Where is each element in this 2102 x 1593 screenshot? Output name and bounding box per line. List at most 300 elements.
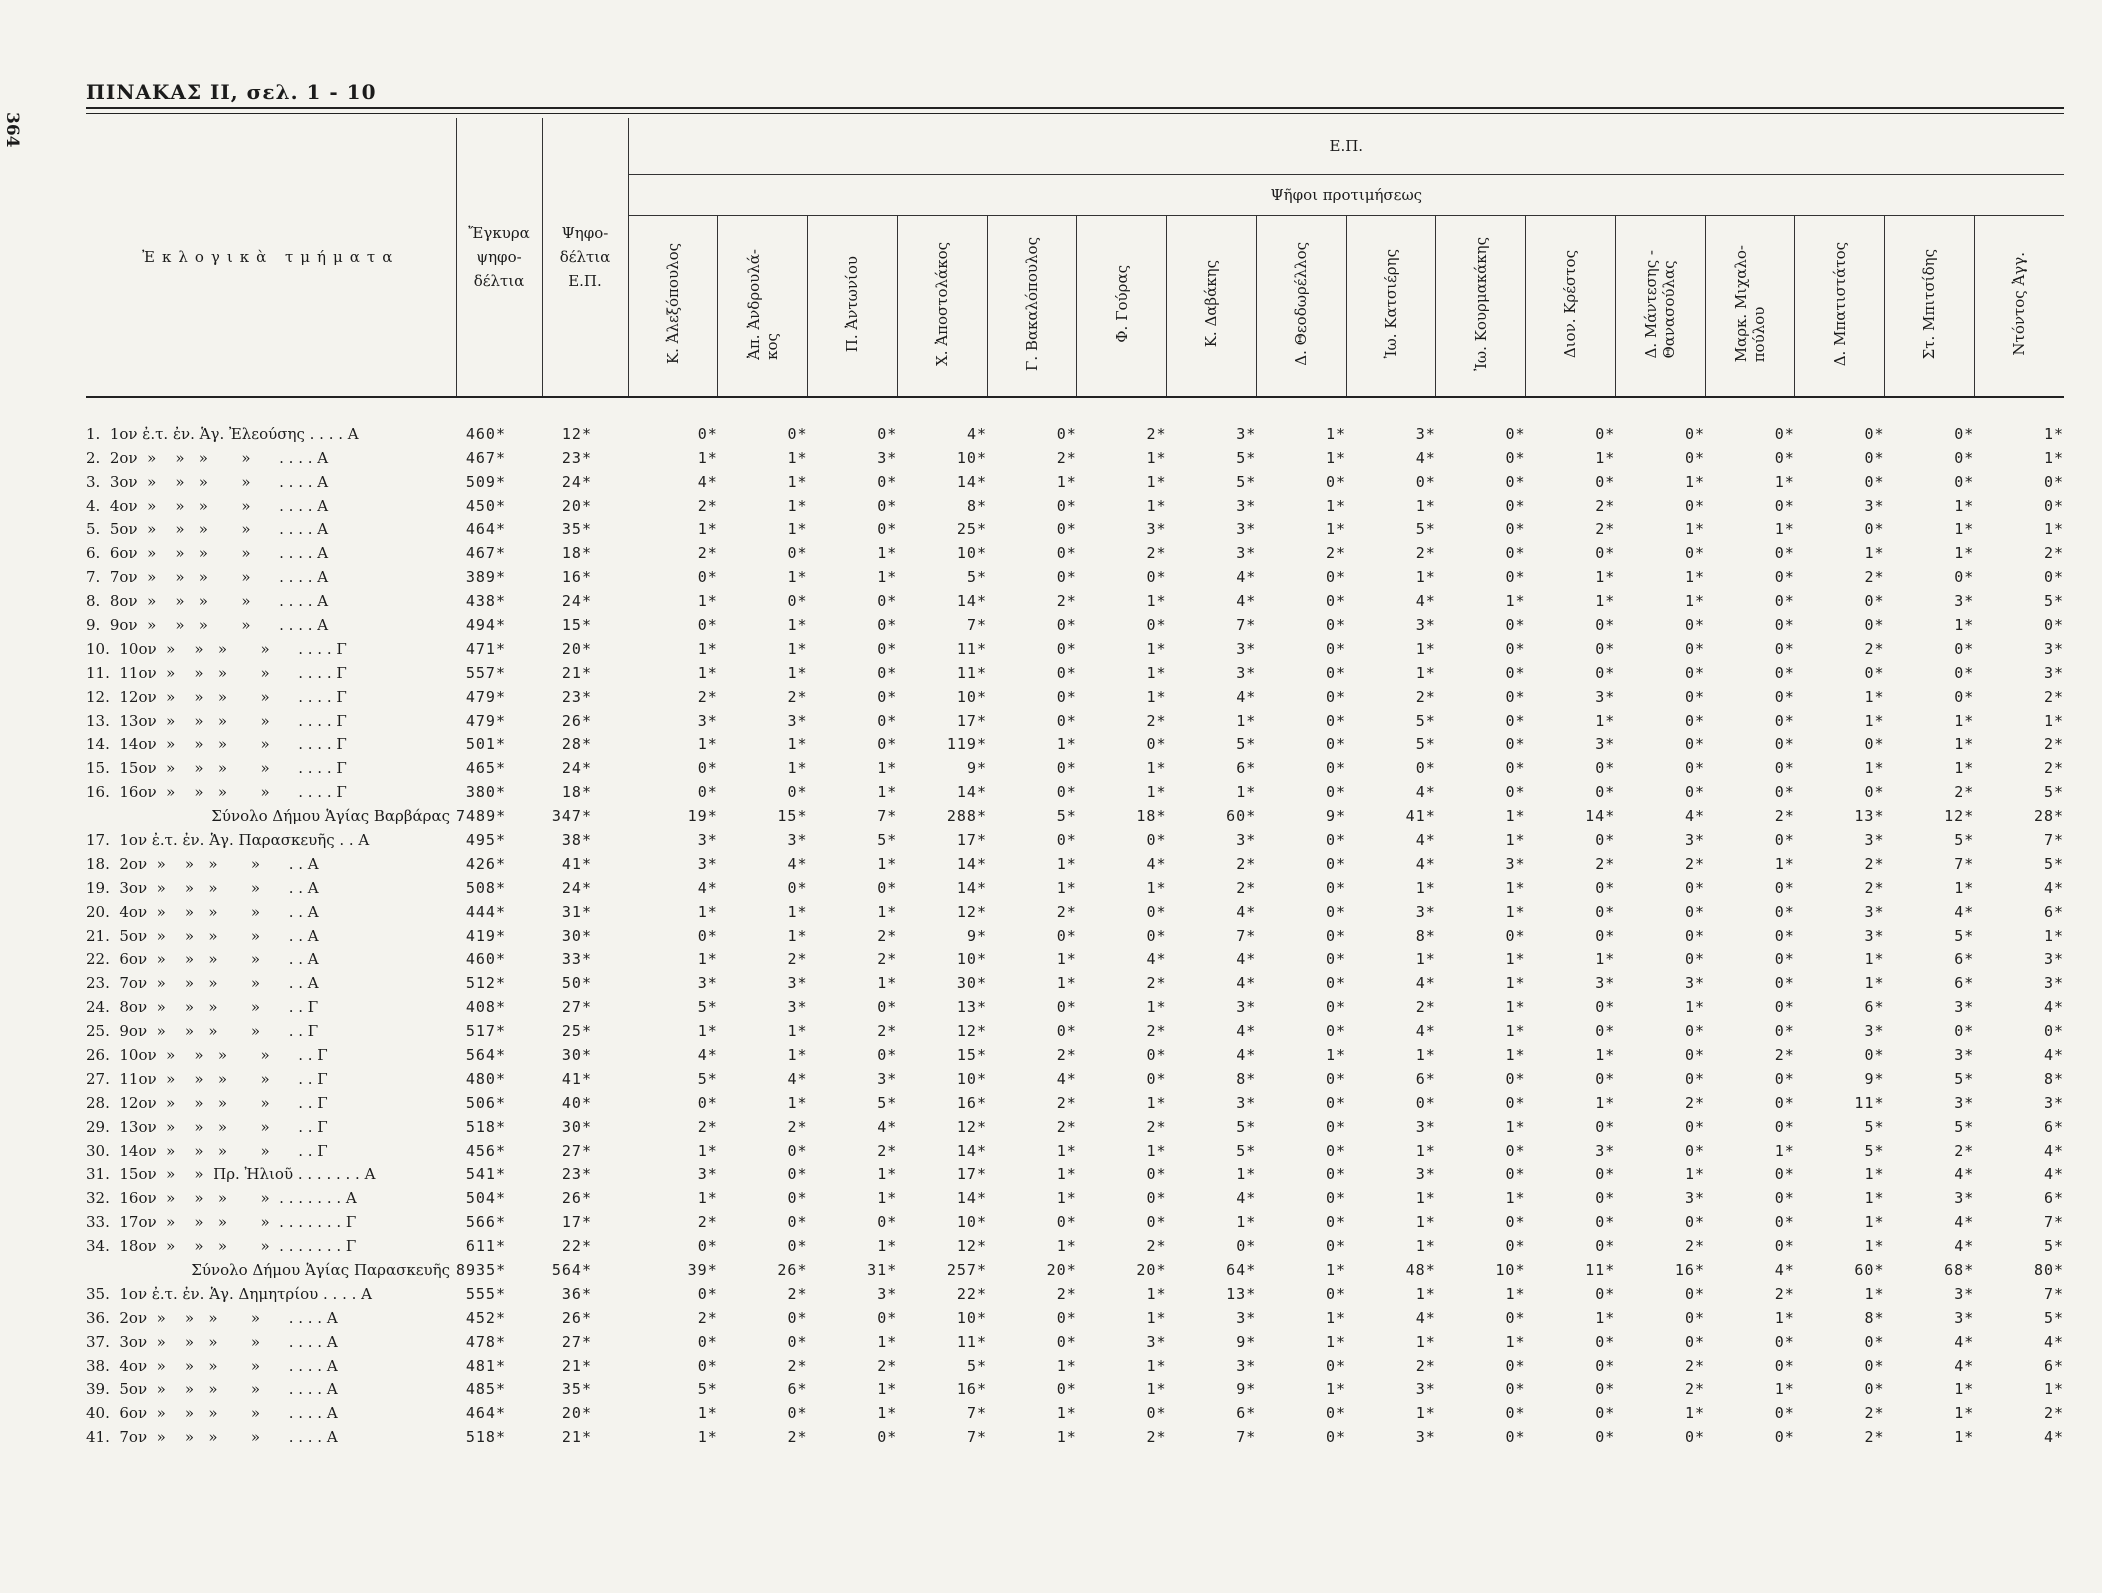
valid-ballots-cell: 495* <box>465 830 506 849</box>
preference-cell: 12* <box>956 1117 987 1136</box>
preference-cell: 3* <box>877 1284 898 1303</box>
preference-cell: 4* <box>1954 1356 1975 1375</box>
valid-ballots-cell: 557* <box>465 663 506 682</box>
preference-cell: 4* <box>1415 448 1436 467</box>
party-ballots-cell: 20* <box>561 496 592 515</box>
preference-cell: 1* <box>787 735 808 754</box>
preference-cell: 4* <box>1056 1069 1077 1088</box>
top-rule <box>86 107 2064 109</box>
preference-cell: 2* <box>1595 496 1616 515</box>
preference-cell: 16* <box>956 1380 987 1399</box>
preference-cell: 0* <box>1505 1093 1526 1112</box>
candidate-header: Δ. Μάντεσης - Θανασούλας <box>1615 216 1705 398</box>
header-separator <box>86 397 2064 422</box>
preference-cell: 4* <box>787 854 808 873</box>
preference-cell: 0* <box>1325 1117 1346 1136</box>
preference-cell: 0* <box>697 615 718 634</box>
preference-cell: 0* <box>1056 663 1077 682</box>
preference-cell: 1* <box>1505 950 1526 969</box>
preference-cell: 64* <box>1226 1261 1257 1279</box>
section-label: 39. 5ον » » » » . . . . Α <box>86 1380 338 1399</box>
preference-cell: 6* <box>1236 1404 1257 1423</box>
preference-cell: 0* <box>1056 496 1077 515</box>
preference-cell: 3* <box>1684 830 1705 849</box>
preference-cell: 1* <box>1595 448 1616 467</box>
preference-cell: 0* <box>1684 1284 1705 1303</box>
preference-cell: 30* <box>956 974 987 993</box>
preference-cell: 1* <box>1505 592 1526 611</box>
preference-cell: 4* <box>1684 807 1705 826</box>
preference-cell: 2* <box>697 1308 718 1327</box>
preference-cell: 0* <box>1325 1284 1346 1303</box>
section-label: 9. 9ον » » » » . . . . Α <box>86 615 329 634</box>
preference-cell: 0* <box>1774 926 1795 945</box>
valid-ballots-cell: 485* <box>465 1380 506 1399</box>
preference-cell: 0* <box>2044 568 2065 587</box>
preference-cell: 1* <box>697 1141 718 1160</box>
preference-cell: 12* <box>956 1022 987 1041</box>
preference-cell: 11* <box>956 639 987 658</box>
preference-cell: 5* <box>1236 472 1257 491</box>
preference-cell: 0* <box>1595 759 1616 778</box>
preference-cell: 2* <box>787 1428 808 1447</box>
candidate-header: Στ. Μπιτσίδης <box>1885 216 1975 398</box>
preference-cell: 0* <box>1146 1165 1167 1184</box>
valid-ballots-cell: 450* <box>465 496 506 515</box>
preference-cell: 0* <box>1325 902 1346 921</box>
preference-cell: 1* <box>1595 568 1616 587</box>
preference-cell: 0* <box>1595 878 1616 897</box>
preference-cell: 0* <box>1774 1428 1795 1447</box>
preference-cell: 1* <box>1864 687 1885 706</box>
preference-cell: 2* <box>1595 520 1616 539</box>
preference-cell: 0* <box>1774 1117 1795 1136</box>
preference-cell: 0* <box>1774 711 1795 730</box>
section-label: 24. 8ον » » » » . . Γ <box>86 998 319 1017</box>
table-row <box>86 517 2064 541</box>
preference-cell: 1* <box>1146 448 1167 467</box>
preference-cell: 2* <box>1774 1045 1795 1064</box>
party-ballots-cell: 31* <box>561 902 592 921</box>
page-title: ΠΙΝΑΚΑΣ ΙΙ, σελ. 1 - 10 <box>86 80 377 104</box>
preference-cell: 0* <box>1954 1022 1975 1041</box>
preference-cell: 3* <box>1684 1189 1705 1208</box>
preference-cell: 2* <box>1146 1428 1167 1447</box>
preference-cell: 7* <box>966 1428 987 1447</box>
preference-cell: 2* <box>1146 711 1167 730</box>
valid-ballots-cell: 478* <box>465 1332 506 1351</box>
preference-cell: 14* <box>956 1141 987 1160</box>
preference-cell: 2* <box>1056 448 1077 467</box>
table-row <box>86 828 2064 852</box>
preference-cell: 0* <box>877 878 898 897</box>
preference-cell: 0* <box>1505 615 1526 634</box>
party-ballots-cell: 30* <box>561 1117 592 1136</box>
party-ballots-cell: 23* <box>561 448 592 467</box>
valid-ballots-cell: 512* <box>465 974 506 993</box>
preference-cell: 1* <box>1595 1308 1616 1327</box>
preference-cell: 0* <box>1864 663 1885 682</box>
table-row <box>86 924 2064 948</box>
preference-cell: 0* <box>1684 448 1705 467</box>
preference-cell: 1* <box>1325 496 1346 515</box>
preference-cell: 1* <box>1415 1284 1436 1303</box>
preference-cell: 2* <box>1864 878 1885 897</box>
preference-cell: 0* <box>1325 1022 1346 1041</box>
preference-cell: 2* <box>1954 783 1975 802</box>
preference-cell: 0* <box>1684 639 1705 658</box>
preference-cell: 1* <box>1954 1404 1975 1423</box>
preference-cell: 5* <box>2044 854 2065 873</box>
preference-cell: 6* <box>1954 950 1975 969</box>
preference-cell: 3* <box>697 854 718 873</box>
preference-cell: 1* <box>1056 1237 1077 1256</box>
preference-cell: 1* <box>1415 1045 1436 1064</box>
preference-cell: 1* <box>1684 998 1705 1017</box>
preference-cell: 6* <box>2044 1356 2065 1375</box>
preference-cell: 0* <box>1056 1213 1077 1232</box>
preference-cell: 0* <box>1056 1308 1077 1327</box>
preference-cell: 3* <box>1236 639 1257 658</box>
party-ballots-cell: 38* <box>561 830 592 849</box>
party-ballots-cell: 18* <box>561 544 592 563</box>
preference-cell: 0* <box>1505 1141 1526 1160</box>
preference-cell: 0* <box>1684 496 1705 515</box>
preference-cell: 0* <box>1056 1380 1077 1399</box>
table-row <box>86 1186 2064 1210</box>
preference-cell: 1* <box>1595 592 1616 611</box>
section-label: 25. 9ον » » » » . . Γ <box>86 1022 319 1041</box>
preference-cell: 0* <box>1954 639 1975 658</box>
party-ballots-cell: 16* <box>561 568 592 587</box>
preference-cell: 4* <box>1236 1022 1257 1041</box>
preference-cell: 20* <box>1136 1261 1167 1279</box>
party-ballots-cell: 23* <box>561 687 592 706</box>
preference-cell: 11* <box>956 1332 987 1351</box>
preference-cell: 1* <box>1146 1093 1167 1112</box>
preference-cell: 0* <box>1325 687 1346 706</box>
table-row <box>86 1091 2064 1115</box>
preference-cell: 0* <box>1146 830 1167 849</box>
valid-ballots-cell: 480* <box>465 1069 506 1088</box>
preference-cell: 3* <box>1236 520 1257 539</box>
preference-cell: 1* <box>1056 1356 1077 1375</box>
preference-cell: 2* <box>1684 854 1705 873</box>
preference-cell: 1* <box>877 854 898 873</box>
preference-cell: 0* <box>1325 1093 1346 1112</box>
preference-cell: 25* <box>956 520 987 539</box>
preference-cell: 1* <box>1325 448 1346 467</box>
preference-cell: 2* <box>1056 902 1077 921</box>
preference-cell: 0* <box>1684 759 1705 778</box>
preference-cell: 0* <box>1505 1356 1526 1375</box>
preference-cell: 6* <box>1864 998 1885 1017</box>
preference-cell: 0* <box>1774 639 1795 658</box>
preference-cell: 1* <box>697 520 718 539</box>
preference-cell: 1* <box>1505 902 1526 921</box>
table-row <box>86 1019 2064 1043</box>
preference-cell: 1* <box>1415 878 1436 897</box>
party-ballots-cell: 20* <box>561 639 592 658</box>
preference-cell: 0* <box>1325 1213 1346 1232</box>
preference-cell: 10* <box>956 1308 987 1327</box>
preference-cell: 3* <box>787 830 808 849</box>
preference-cell: 4* <box>1146 950 1167 969</box>
preference-cell: 0* <box>787 592 808 611</box>
party-ballots-cell: 41* <box>561 1069 592 1088</box>
preference-cell: 1* <box>1684 1404 1705 1423</box>
valid-ballots-cell: 7489* <box>456 807 507 826</box>
preference-cell: 1* <box>877 783 898 802</box>
preference-cell: 0* <box>787 1404 808 1423</box>
valid-ballots-cell: 444* <box>465 902 506 921</box>
preference-cell: 8* <box>1236 1069 1257 1088</box>
preference-cell: 2* <box>1325 544 1346 563</box>
preference-cell: 1* <box>1684 1165 1705 1184</box>
preference-cell: 1* <box>1684 520 1705 539</box>
preference-cell: 4* <box>1954 902 1975 921</box>
section-label: 28. 12ον » » » » . . Γ <box>86 1093 328 1112</box>
preference-cell: 6* <box>1954 974 1975 993</box>
preference-cell: 1* <box>1684 592 1705 611</box>
preference-cell: 3* <box>697 830 718 849</box>
preference-cell: 3* <box>1864 1022 1885 1041</box>
preference-cell: 1* <box>1864 759 1885 778</box>
preference-cell: 0* <box>1684 735 1705 754</box>
preference-cell: 1* <box>1415 1141 1436 1160</box>
preference-cell: 2* <box>1684 1356 1705 1375</box>
preference-cell: 4* <box>1954 1237 1975 1256</box>
preference-cell: 0* <box>1325 759 1346 778</box>
preference-cell: 0* <box>1684 783 1705 802</box>
preference-cell: 1* <box>697 639 718 658</box>
preference-cell: 0* <box>1595 926 1616 945</box>
preference-cell: 0* <box>697 1237 718 1256</box>
preference-cell: 2* <box>877 1022 898 1041</box>
section-label: 31. 15ον » » Πρ. Ἠλιοῦ . . . . . . . Α <box>86 1165 376 1184</box>
preference-cell: 2* <box>2044 544 2065 563</box>
valid-ballots-cell: 506* <box>465 1093 506 1112</box>
preference-cell: 0* <box>1325 639 1346 658</box>
table-row <box>86 732 2064 756</box>
preference-cell: 2* <box>2044 759 2065 778</box>
preference-cell: 1* <box>1236 1213 1257 1232</box>
preference-cell: 0* <box>1684 1069 1705 1088</box>
preference-cell: 0* <box>1595 663 1616 682</box>
preference-cell: 0* <box>1774 424 1795 443</box>
preference-cell: 1* <box>1056 1428 1077 1447</box>
preference-cell: 1* <box>1236 711 1257 730</box>
preference-cell: 0* <box>1774 735 1795 754</box>
preference-cell: 0* <box>1684 1117 1705 1136</box>
preference-cell: 1* <box>1056 1404 1077 1423</box>
preference-cell: 0* <box>877 711 898 730</box>
party-ballots-cell: 18* <box>561 783 592 802</box>
preference-cell: 1* <box>1056 472 1077 491</box>
valid-ballots-cell: 460* <box>465 950 506 969</box>
preference-cell: 3* <box>697 1165 718 1184</box>
preference-cell: 0* <box>1774 687 1795 706</box>
preference-cell: 0* <box>1595 783 1616 802</box>
party-ballots-cell: 21* <box>561 663 592 682</box>
preference-cell: 0* <box>1864 424 1885 443</box>
preference-cell: 2* <box>877 1356 898 1375</box>
section-label: 7. 7ον » » » » . . . . Α <box>86 568 329 587</box>
preference-cell: 0* <box>877 1045 898 1064</box>
preference-cell: 1* <box>1505 1045 1526 1064</box>
preference-cell: 6* <box>2044 1189 2065 1208</box>
preference-cell: 0* <box>1056 783 1077 802</box>
preference-cell: 3* <box>1954 998 1975 1017</box>
valid-ballots-cell: 8935* <box>456 1261 507 1279</box>
preference-cell: 1* <box>1146 783 1167 802</box>
section-label: 19. 3ον » » » » . . Α <box>86 878 319 897</box>
preference-cell: 4* <box>1415 592 1436 611</box>
valid-ballots-cell: 508* <box>465 878 506 897</box>
preference-cell: 0* <box>1774 1022 1795 1041</box>
preference-cell: 26* <box>777 1261 808 1279</box>
party-ballots-cell: 27* <box>561 1332 592 1351</box>
preference-cell: 0* <box>1236 1237 1257 1256</box>
preference-cell: 0* <box>1325 974 1346 993</box>
preference-cell: 1* <box>1146 878 1167 897</box>
preference-cell: 0* <box>877 496 898 515</box>
table-row <box>86 1354 2064 1378</box>
preference-cell: 1* <box>1774 854 1795 873</box>
section-label: 8. 8ον » » » » . . . . Α <box>86 592 329 611</box>
preference-cell: 3* <box>1415 1165 1436 1184</box>
preference-cell: 1* <box>1415 496 1436 515</box>
preference-cell: 3* <box>1864 830 1885 849</box>
preference-cell: 3* <box>1236 830 1257 849</box>
preference-cell: 0* <box>787 1165 808 1184</box>
candidate-header: Ἰω. Κουρμακάκης <box>1436 216 1526 398</box>
preference-cell: 3* <box>877 448 898 467</box>
table-row <box>86 613 2064 637</box>
preference-cell: 0* <box>1505 687 1526 706</box>
section-label: 22. 6ον » » » » . . Α <box>86 950 319 969</box>
table-row <box>86 947 2064 971</box>
preference-cell: 0* <box>1774 1189 1795 1208</box>
preference-cell: 3* <box>1236 544 1257 563</box>
preference-cell: 0* <box>1684 1332 1705 1351</box>
preference-cell: 4* <box>1236 1189 1257 1208</box>
candidate-header: Π. Ἀντωνίου <box>808 216 898 398</box>
preference-cell: 1* <box>1505 1284 1526 1303</box>
preference-cell: 0* <box>877 735 898 754</box>
preference-cell: 1* <box>1505 1189 1526 1208</box>
table-row <box>86 565 2064 589</box>
preference-cell: 5* <box>2044 1237 2065 1256</box>
preference-cell: 1* <box>1325 1261 1346 1279</box>
section-label: 11. 11ον » » » » . . . . Γ <box>86 663 347 682</box>
preference-cell: 4* <box>1415 854 1436 873</box>
preference-cell: 0* <box>1505 639 1526 658</box>
preference-cell: 6* <box>2044 1117 2065 1136</box>
preference-cell: 0* <box>1325 592 1346 611</box>
preference-cell: 10* <box>956 1213 987 1232</box>
preference-cell: 41* <box>1405 807 1436 826</box>
preference-cell: 1* <box>1415 1332 1436 1351</box>
preference-cell: 3* <box>1236 1308 1257 1327</box>
preference-cell: 2* <box>697 1213 718 1232</box>
preference-cell: 1* <box>1146 663 1167 682</box>
preference-cell: 3* <box>1595 735 1616 754</box>
section-label: 33. 17ον » » » » . . . . . . . Γ <box>86 1213 357 1232</box>
table-row <box>86 876 2064 900</box>
preference-cell: 0* <box>1415 1093 1436 1112</box>
valid-ballots-cell: 389* <box>465 568 506 587</box>
preference-cell: 0* <box>1146 568 1167 587</box>
preference-cell: 0* <box>1505 1237 1526 1256</box>
section-label: 18. 2ον » » » » . . Α <box>86 854 319 873</box>
preference-cell: 0* <box>2044 1022 2065 1041</box>
preference-cell: 1* <box>877 1332 898 1351</box>
preference-cell: 0* <box>1505 424 1526 443</box>
preference-cell: 0* <box>1325 472 1346 491</box>
preference-cell: 2* <box>1056 1284 1077 1303</box>
preference-cell: 5* <box>1864 1117 1885 1136</box>
preference-cell: 0* <box>1325 998 1346 1017</box>
preference-cell: 7* <box>966 1404 987 1423</box>
preference-cell: 1* <box>697 1189 718 1208</box>
valid-ballots-cell: 481* <box>465 1356 506 1375</box>
preference-cell: 1* <box>877 974 898 993</box>
preference-cell: 0* <box>1146 735 1167 754</box>
preference-cell: 3* <box>877 1069 898 1088</box>
preference-cell: 0* <box>1774 592 1795 611</box>
valid-ballots-cell: 518* <box>465 1428 506 1447</box>
preference-cell: 7* <box>1236 615 1257 634</box>
preference-cell: 1* <box>1415 1189 1436 1208</box>
preference-cell: 9* <box>966 926 987 945</box>
section-label: 17. 1ον ἐ.τ. ἐν. Ἁγ. Παρασκευῆς . . Α <box>86 830 370 849</box>
preference-cell: 0* <box>1684 1141 1705 1160</box>
preference-cell: 0* <box>1684 926 1705 945</box>
preference-cell: 14* <box>956 1189 987 1208</box>
preference-cell: 1* <box>1954 1380 1975 1399</box>
party-ballots-cell: 41* <box>561 854 592 873</box>
preference-cell: 0* <box>2044 496 2065 515</box>
preference-cell: 1* <box>697 1022 718 1041</box>
preference-cell: 3* <box>1146 520 1167 539</box>
preference-cell: 0* <box>1505 1428 1526 1447</box>
preference-cell: 12* <box>956 902 987 921</box>
preference-cell: 1* <box>697 950 718 969</box>
preference-cell: 0* <box>1774 950 1795 969</box>
preference-cell: 15* <box>956 1045 987 1064</box>
preference-cell: 2* <box>697 496 718 515</box>
preference-cell: 0* <box>1595 1069 1616 1088</box>
preference-cell: 8* <box>1415 926 1436 945</box>
preference-cell: 2* <box>2044 1404 2065 1423</box>
section-label: 3. 3ον » » » » . . . . Α <box>86 472 329 491</box>
party-ballots-cell: 35* <box>561 1380 592 1399</box>
preference-cell: 0* <box>877 998 898 1017</box>
preference-cell: 0* <box>1595 1404 1616 1423</box>
preference-cell: 2* <box>1864 568 1885 587</box>
preference-cell: 10* <box>1495 1261 1526 1279</box>
party-ballots-cell: 26* <box>561 1189 592 1208</box>
preference-cell: 2* <box>787 1284 808 1303</box>
preference-cell: 0* <box>1774 568 1795 587</box>
table-row <box>86 1330 2064 1354</box>
section-label: 20. 4ον » » » » . . Α <box>86 902 319 921</box>
preference-cell: 1* <box>877 1189 898 1208</box>
preference-cell: 0* <box>1684 711 1705 730</box>
table-row <box>86 685 2064 709</box>
preference-cell: 0* <box>1146 1069 1167 1088</box>
